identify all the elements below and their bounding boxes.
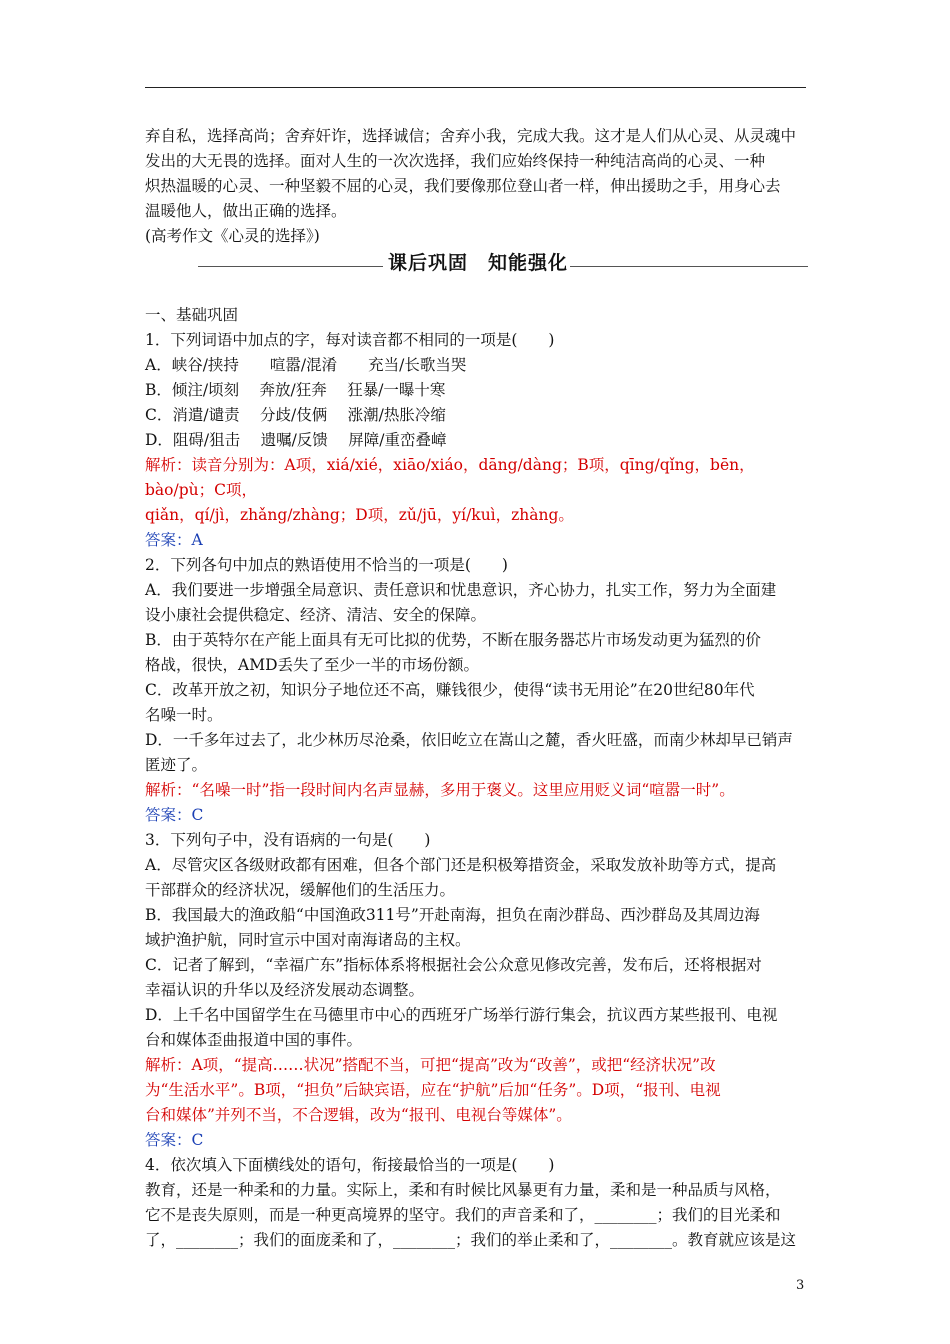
question-3-analysis-cont: 为“生活水平”。B项，“担负”后缺宾语，应在“护航”后加“任务”。D项，“报刊、电视 [145,1081,721,1099]
question-3-line: D．上千名中国留学生在马德里市中心的西班牙广场举行游行集会，抗议西方某些报刊、电视 [145,1006,778,1024]
intro-line: 弃自私，选择高尚；舍弃奸诈，选择诚信；舍弃小我，完成大我。这才是人们从心灵、从灵魂中 [145,127,797,145]
question-4-line: 了，________；我们的面庞柔和了，________；我们的举止柔和了，________。教育就应该是这 [145,1231,797,1249]
document-body [145,124,810,1253]
question-3-line: 干部群众的经济状况，缓解他们的生活压力。 [145,881,456,899]
question-4-stem: 4．依次填入下面横线处的语句，衔接最恰当的一项是( ) [145,1156,555,1174]
question-1-analysis: 解析：读音分别为：A项，xiá/xié，xiāo/xiáo，dāng/dàng；B项，qīng/qǐng，bēn，bào/pù；C项， [145,456,755,499]
question-1-answer: 答案：A [145,531,203,549]
question-2-line: A．我们要进一步增强全局意识、责任意识和忧患意识，齐心协力，扎实工作，努力为全面建 [145,581,777,599]
question-4-line: 教育，还是一种柔和的力量。实际上，柔和有时候比风暴更有力量，柔和是一种品质与风格， [145,1181,781,1199]
question-2-line: C．改革开放之初，知识分子地位还不高，赚钱很少，使得“读书无用论”在20世纪80年代 [145,681,755,699]
answer-label: 答案： [145,806,192,824]
question-3-analysis-cont: 台和媒体”并列不当，不合逻辑，改为“报刊、电视台等媒体”。 [145,1106,572,1124]
analysis-label: 解析： [145,781,192,799]
question-2-line: 匿迹了。 [145,756,208,774]
question-3-line: C．记者了解到，“幸福广东”指标体系将根据社会公众意见修改完善，发布后，还将根据对 [145,956,762,974]
question-2-line: 名噪一时。 [145,706,223,724]
intro-line: 发出的大无畏的选择。面对人生的一次次选择，我们应始终保持一种纯洁高尚的心灵、一种 [145,152,766,170]
question-3-answer: 答案：C [145,1131,204,1149]
question-2-line: B．由于英特尔在产能上面具有无可比拟的优势，不断在服务器芯片市场发动更为猛烈的价 [145,631,761,649]
question-2-line: 格战，很快，AMD丢失了至少一半的市场份额。 [145,656,479,674]
question-3-stem: 3．下列句子中，没有语病的一句是( ) [145,831,431,849]
analysis-label: 解析： [145,1056,192,1074]
question-3-analysis: 解析：A项，“提高……状况”搭配不当，可把“提高”改为“改善”，或把“经济状况”改 [145,1056,716,1074]
question-1-option: A．峡谷/挟持 喧嚣/混淆 充当/长歌当哭 [145,356,467,374]
intro-line: 炽热温暖的心灵、一种坚毅不屈的心灵，我们要像那位登山者一样，伸出援助之手，用身心去 [145,177,781,195]
section-heading [0,251,950,281]
header-rule [145,87,806,88]
question-4-line: 它不是丧失原则，而是一种更高境界的坚守。我们的声音柔和了，________；我们的目光柔和 [145,1206,781,1224]
question-3-line: A．尽管灾区各级财政都有困难，但各个部门还是积极筹措资金，采取发放补助等方式，提高 [145,856,777,874]
question-1-option: D．阻碍/狙击 遗嘱/反馈 屏障/重峦叠嶂 [145,431,447,449]
answer-label: 答案： [145,1131,192,1149]
question-2-stem: 2．下列各句中加点的熟语使用不恰当的一项是( ) [145,556,508,574]
section-rule-left [198,266,383,267]
analysis-label: 解析： [145,456,192,474]
question-1-option: B．倾注/顷刻 奔放/狂奔 狂暴/一曝十寒 [145,381,446,399]
page-number: 3 [796,1278,805,1293]
question-3-line: 域护渔护航，同时宣示中国对南海诸岛的主权。 [145,931,471,949]
question-3-line: 幸福认识的升华以及经济发展动态调整。 [145,981,425,999]
essay-source: (高考作文《心灵的选择》) [145,227,320,245]
question-3-line: B．我国最大的渔政船“中国渔政311号”开赴南海，担负在南沙群岛、西沙群岛及其周边海 [145,906,760,924]
question-1-option: C．消遣/谴责 分歧/伎俩 涨潮/热胀冷缩 [145,406,446,424]
question-1-analysis-cont: qiǎn，qí/jì，zhǎng/zhàng；D项，zǔ/jū，yí/kuì，zhàng。 [145,506,574,524]
question-2-answer: 答案：C [145,806,204,824]
section-title: 课后巩固 知能强化 [388,252,569,274]
question-2-analysis: 解析：“名噪一时”指一段时间内名声显赫，多用于褒义。这里应用贬义词“喧嚣一时”。 [145,781,735,799]
question-1-stem: 1．下列词语中加点的字，每对读音都不相同的一项是( ) [145,331,555,349]
part-title: 一、基础巩固 [145,306,239,324]
answer-label: 答案： [145,531,192,549]
question-3-line: 台和媒体歪曲报道中国的事件。 [145,1031,363,1049]
question-2-line: 设小康社会提供稳定、经济、清洁、安全的保障。 [145,606,487,624]
section-rule-right [570,266,808,267]
intro-line: 温暖他人，做出正确的选择。 [145,202,347,220]
question-2-line: D．一千多年过去了，北少林历尽沧桑，依旧屹立在嵩山之麓，香火旺盛，而南少林却早已销声 [145,731,793,749]
